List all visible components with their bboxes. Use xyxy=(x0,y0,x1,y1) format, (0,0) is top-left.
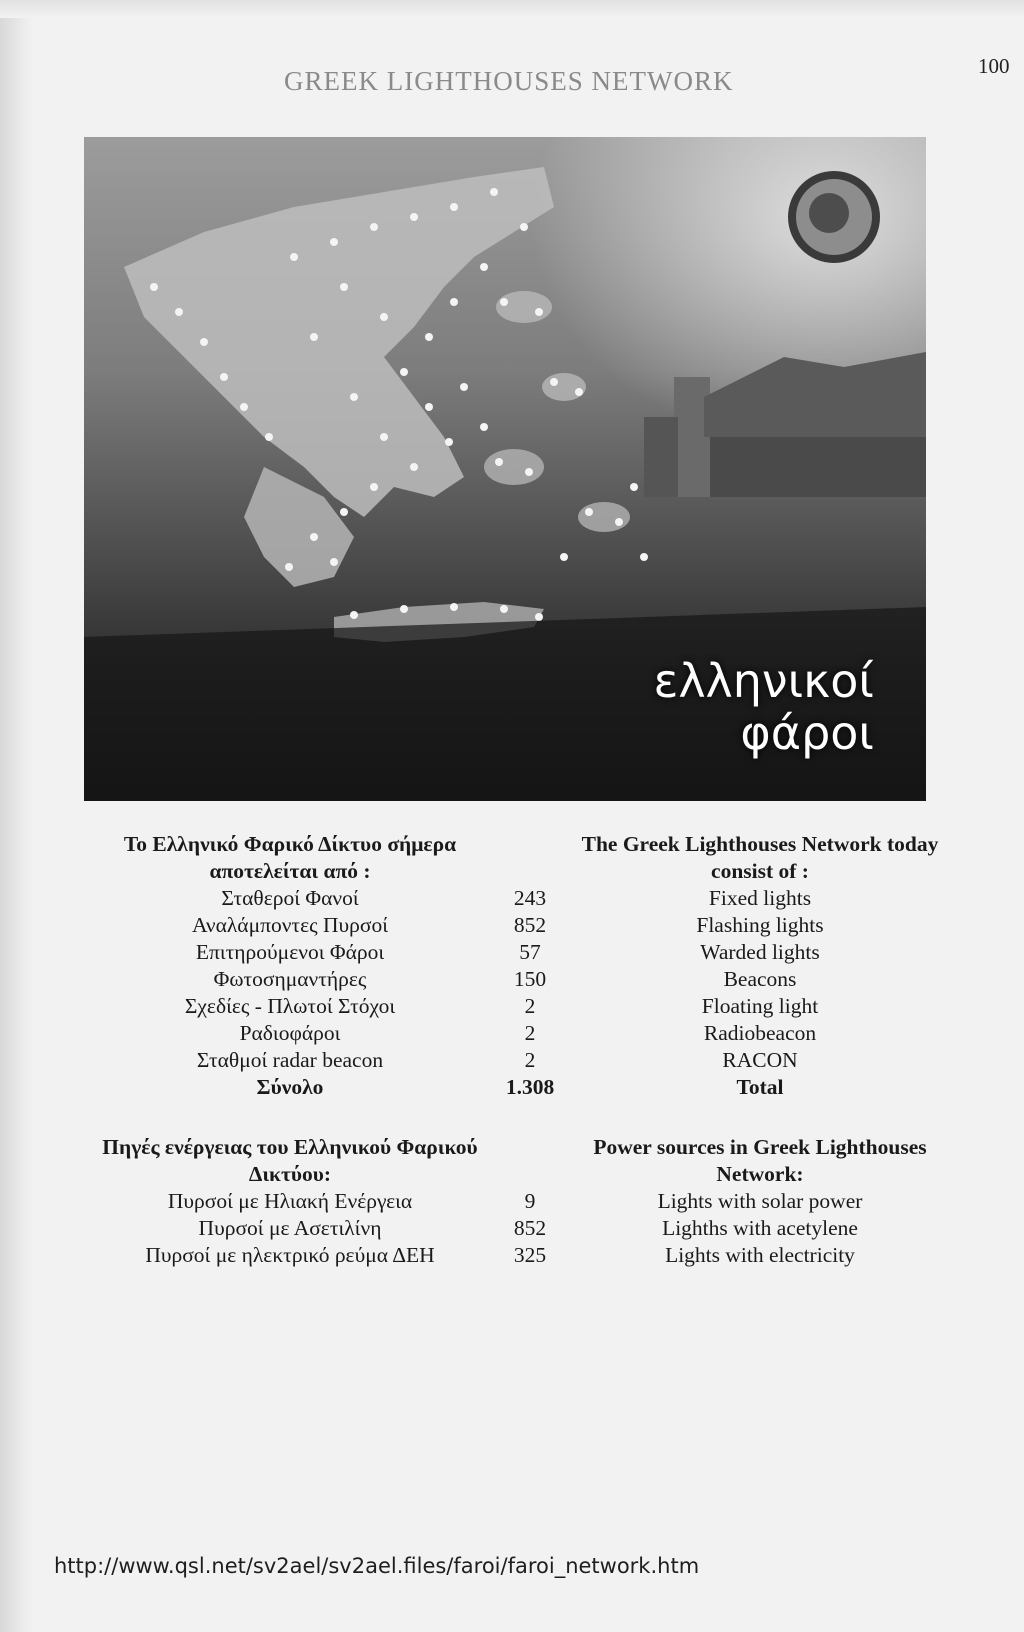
power-sources-table xyxy=(0,1134,1024,1269)
row-label-en: Beacons xyxy=(723,967,797,991)
network-heading-en-1: The Greek Lighthouses Network today xyxy=(581,832,939,856)
row-label-en: Lighths with acetylene xyxy=(662,1216,858,1240)
greek-lighthouses-map-photo xyxy=(84,137,926,801)
total-count: 1.308 xyxy=(505,1075,555,1099)
table-row xyxy=(0,1047,1024,1074)
row-label-en: RACON xyxy=(722,1048,798,1072)
table-row xyxy=(0,1020,1024,1047)
photo-title-line2: φάροι xyxy=(740,706,874,760)
row-label-en: Floating light xyxy=(701,994,819,1018)
row-label-gr: Επιτηρούμενοι Φάροι xyxy=(195,940,385,964)
row-label-gr: Σταθεροί Φανοί xyxy=(221,886,359,910)
row-label-gr: Σταθμοί radar beacon xyxy=(196,1048,384,1072)
power-heading-en-2: Network: xyxy=(716,1162,804,1186)
row-label-gr: Σχεδίες - Πλωτοί Στόχοι xyxy=(184,994,396,1018)
table-row xyxy=(0,1188,1024,1215)
row-label-en: Flashing lights xyxy=(696,913,824,937)
photo-title xyxy=(653,655,874,759)
row-count: 852 xyxy=(513,913,547,937)
row-count: 2 xyxy=(524,994,536,1018)
row-count: 243 xyxy=(513,886,547,910)
row-label-en: Lights with electricity xyxy=(665,1243,855,1267)
table-row xyxy=(0,912,1024,939)
row-label-en: Warded lights xyxy=(700,940,820,964)
network-heading-gr-1: Το Ελληνικό Φαρικό Δίκτυο σήμερα xyxy=(123,832,457,856)
total-row xyxy=(0,1074,1024,1101)
row-label-en: Lights with solar power xyxy=(657,1189,863,1213)
running-title: GREEK LIGHTHOUSES NETWORK xyxy=(284,66,734,96)
row-label-gr: Ραδιοφάροι xyxy=(239,1021,341,1045)
source-url: http://www.qsl.net/sv2ael/sv2ael.files/faroi/faroi_network.htm xyxy=(54,1554,700,1578)
page-edge-shadow xyxy=(0,0,34,1632)
row-count: 325 xyxy=(513,1243,547,1267)
total-label-gr: Σύνολο xyxy=(256,1075,324,1099)
power-heading-row-2 xyxy=(0,1161,1024,1188)
row-label-en: Radiobeacon xyxy=(703,1021,817,1045)
power-heading-gr-2: Δικτύου: xyxy=(248,1162,332,1186)
table-row xyxy=(0,1242,1024,1269)
row-count: 9 xyxy=(524,1189,536,1213)
row-count: 852 xyxy=(513,1216,547,1240)
table-row xyxy=(0,993,1024,1020)
page-number: 100 xyxy=(978,54,1010,78)
network-heading-row-1 xyxy=(0,831,1024,858)
table-row xyxy=(0,939,1024,966)
table-row xyxy=(0,885,1024,912)
power-heading-row-1 xyxy=(0,1134,1024,1161)
power-heading-en-1: Power sources in Greek Lighthouses xyxy=(593,1135,927,1159)
row-label-en: Fixed lights xyxy=(708,886,812,910)
row-label-gr: Πυρσοί με ηλεκτρικό ρεύμα ΔΕΗ xyxy=(145,1243,435,1267)
network-heading-row-2 xyxy=(0,858,1024,885)
table-row xyxy=(0,966,1024,993)
row-label-gr: Πυρσοί με Ηλιακή Ενέργεια xyxy=(167,1189,413,1213)
network-composition-table xyxy=(0,831,1024,1101)
row-label-gr: Πυρσοί με Ασετιλίνη xyxy=(198,1216,382,1240)
row-count: 150 xyxy=(513,967,547,991)
network-heading-gr-2: αποτελείται από : xyxy=(209,859,371,883)
total-label-en: Total xyxy=(736,1075,784,1099)
row-count: 57 xyxy=(519,940,541,964)
power-heading-gr-1: Πηγές ενέργειας του Ελληνικού Φαρικού xyxy=(102,1135,478,1159)
row-count: 2 xyxy=(524,1048,536,1072)
row-label-gr: Φωτοσημαντήρες xyxy=(213,967,367,991)
page-top-shadow xyxy=(0,0,1024,18)
photo-title-line1: ελληνικοί xyxy=(653,654,874,708)
table-row xyxy=(0,1215,1024,1242)
row-label-gr: Αναλάμποντες Πυρσοί xyxy=(191,913,389,937)
network-heading-en-2: consist of : xyxy=(711,859,809,883)
row-count: 2 xyxy=(524,1021,536,1045)
